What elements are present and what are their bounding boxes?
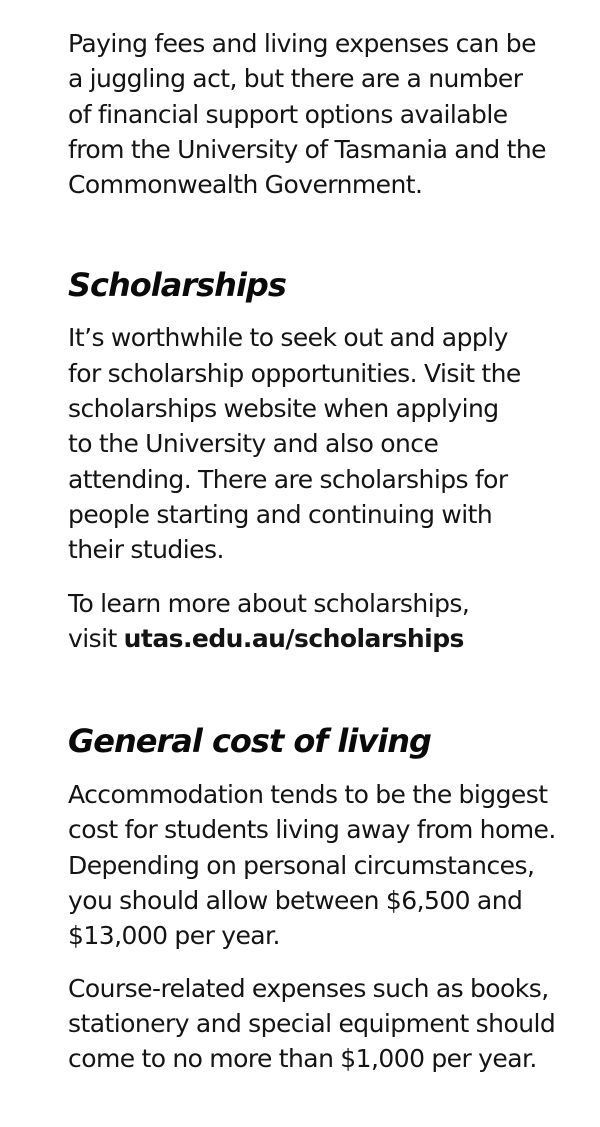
document-page <box>68 26 593 1077</box>
scholarships-paragraph <box>68 320 593 567</box>
accommodation-line: cost for students living away from home. <box>68 815 556 845</box>
accommodation-line: Depending on personal circumstances, <box>68 850 535 880</box>
accommodation-line: $13,000 per year. <box>68 921 280 951</box>
intro-line: Commonwealth Government. <box>68 170 423 200</box>
scholarships-learn-more-paragraph <box>68 586 593 657</box>
accommodation-line: you should allow between $6,500 and <box>68 886 523 916</box>
intro-line: from the University of Tasmania and the <box>68 134 546 164</box>
accommodation-line: Accommodation tends to be the biggest <box>68 780 548 810</box>
intro-line: Paying fees and living expenses can be <box>68 29 536 58</box>
learn-more-line: To learn more about scholarships, <box>68 588 470 618</box>
scholarships-website-link[interactable]: utas.edu.au/scholarships <box>123 623 464 653</box>
course-expenses-line: come to no more than $1,000 per year. <box>68 1044 537 1074</box>
scholarships-heading: Scholarships <box>68 266 286 305</box>
scholarships-line: attending. There are scholarships for <box>68 464 508 494</box>
scholarships-line: people starting and continuing with <box>68 499 493 529</box>
accommodation-paragraph <box>68 777 593 953</box>
course-expenses-paragraph <box>68 971 593 1077</box>
scholarships-line: scholarships website when applying <box>68 394 499 424</box>
scholarships-line: to the University and also once <box>68 429 439 459</box>
intro-line: of financial support options available <box>68 99 508 129</box>
scholarships-line: for scholarship opportunities. Visit the <box>68 358 521 388</box>
intro-paragraph <box>68 26 593 202</box>
intro-line: a juggling act, but there are a number <box>68 64 523 94</box>
cost-of-living-heading: General cost of living <box>68 722 431 761</box>
course-expenses-line: stationery and special equipment should <box>68 1008 556 1038</box>
scholarships-line: It’s worthwhile to seek out and apply <box>68 323 508 353</box>
scholarships-line: their studies. <box>68 535 224 565</box>
visit-prefix: visit <box>68 623 124 653</box>
course-expenses-line: Course-related expenses such as books, <box>68 973 549 1003</box>
